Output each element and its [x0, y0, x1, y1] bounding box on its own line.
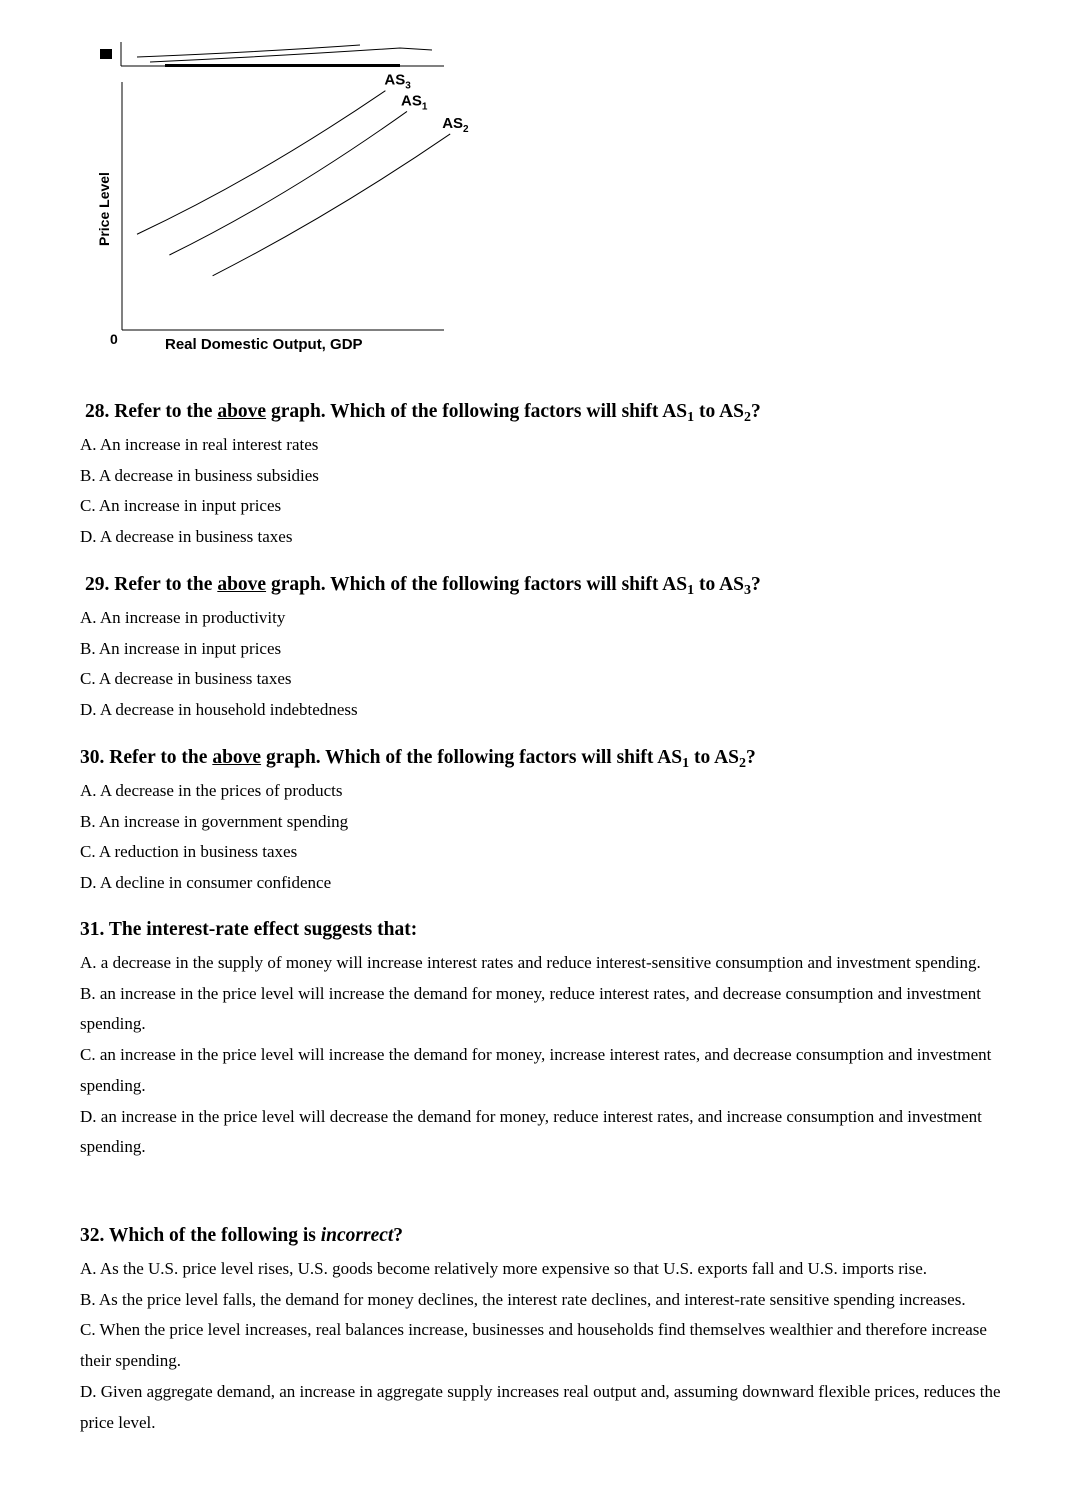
curve-as1 — [169, 111, 407, 255]
question-31 — [80, 918, 1010, 1163]
question-title: 28. Refer to the above graph. Which of the following factors will shift $AS_1$ to $AS_2$? — [85, 401, 761, 425]
curve-as2 — [213, 134, 451, 276]
option-b: B. An increase in government spending — [80, 811, 349, 831]
option-d: D. A decrease in business taxes — [80, 527, 293, 547]
option-d: D. Given aggregate demand, an increase in aggregate supply increases real output and, assuming downward flexible prices, reduces the price level. — [80, 1381, 1001, 1432]
y-axis-label: Price Level — [96, 172, 112, 246]
option-c: C. an increase in the price level will increase the demand for money, increase interest rates, and decrease consumption and investment spending. — [80, 1045, 992, 1095]
origin-label: 0 — [110, 331, 118, 347]
question-title: 32. Which of the following is incorrect? — [80, 1225, 404, 1246]
option-b: B. an increase in the price level will increase the demand for money, reduce interest rates, and decrease consumption and investment spending. — [80, 983, 981, 1034]
fragment-mark — [100, 49, 112, 59]
supply-curve-labels — [384, 72, 469, 135]
option-d: D. an increase in the price level will decrease the demand for money, reduce interest rates, and increase consumption and investment spending. — [80, 1106, 982, 1157]
curve-label-as1: $AS_1$ — [401, 92, 428, 113]
question-title: 30. Refer to the above graph. Which of the following factors will shift $AS_1$ to $AS_2$? — [80, 747, 756, 771]
question-title: 29. Refer to the above graph. Which of the following factors will shift $AS_1$ to $AS_3$? — [85, 574, 761, 598]
curve-label-as3: $AS_3$ — [384, 71, 411, 92]
option-c: C. When the price level increases, real balances increase, businesses and households find themselves wealthier and therefore increase their spending. — [80, 1320, 987, 1371]
as-chart-svg — [0, 0, 1080, 370]
option-b: B. An increase in input prices — [80, 638, 282, 658]
option-c: C. A reduction in business taxes — [80, 842, 298, 862]
question-32 — [80, 1224, 1010, 1438]
option-b: B. As the price level falls, the demand for money declines, the interest rate declines, and interest-rate sensitive spending increases. — [80, 1289, 966, 1309]
supply-curves — [137, 91, 450, 276]
option-a: A. a decrease in the supply of money will increase interest rates and reduce interest-sensitive consumption and investment spending. — [80, 953, 981, 972]
fragment-label-strip — [165, 64, 400, 67]
option-c: C. An increase in input prices — [80, 496, 282, 516]
question-28 — [80, 400, 1010, 553]
option-b: B. A decrease in business subsidies — [80, 465, 319, 485]
as-graph — [0, 0, 1080, 370]
option-a: A. An increase in productivity — [80, 608, 286, 627]
option-a: A. An increase in real interest rates — [80, 435, 319, 454]
fragment-curve — [137, 45, 360, 57]
option-c: C. A decrease in business taxes — [80, 669, 292, 689]
option-d: D. A decrease in household indebtedness — [80, 700, 358, 720]
x-axis-label: Real Domestic Output, GDP — [165, 336, 363, 353]
option-a: A. As the U.S. price level rises, U.S. goods become relatively more expensive so that U.S. exports fall and U.S. imports rise. — [80, 1259, 928, 1278]
option-a: A. A decrease in the prices of products — [80, 781, 343, 800]
curve-label-as2: $AS_2$ — [442, 114, 469, 135]
cropped-graph-fragment — [100, 42, 444, 67]
question-title: 31. The interest-rate effect suggests that: — [80, 919, 418, 940]
curve-as3 — [137, 91, 385, 235]
question-29 — [80, 573, 1010, 726]
question-30 — [80, 746, 1010, 899]
option-d: D. A decline in consumer confidence — [80, 873, 332, 893]
